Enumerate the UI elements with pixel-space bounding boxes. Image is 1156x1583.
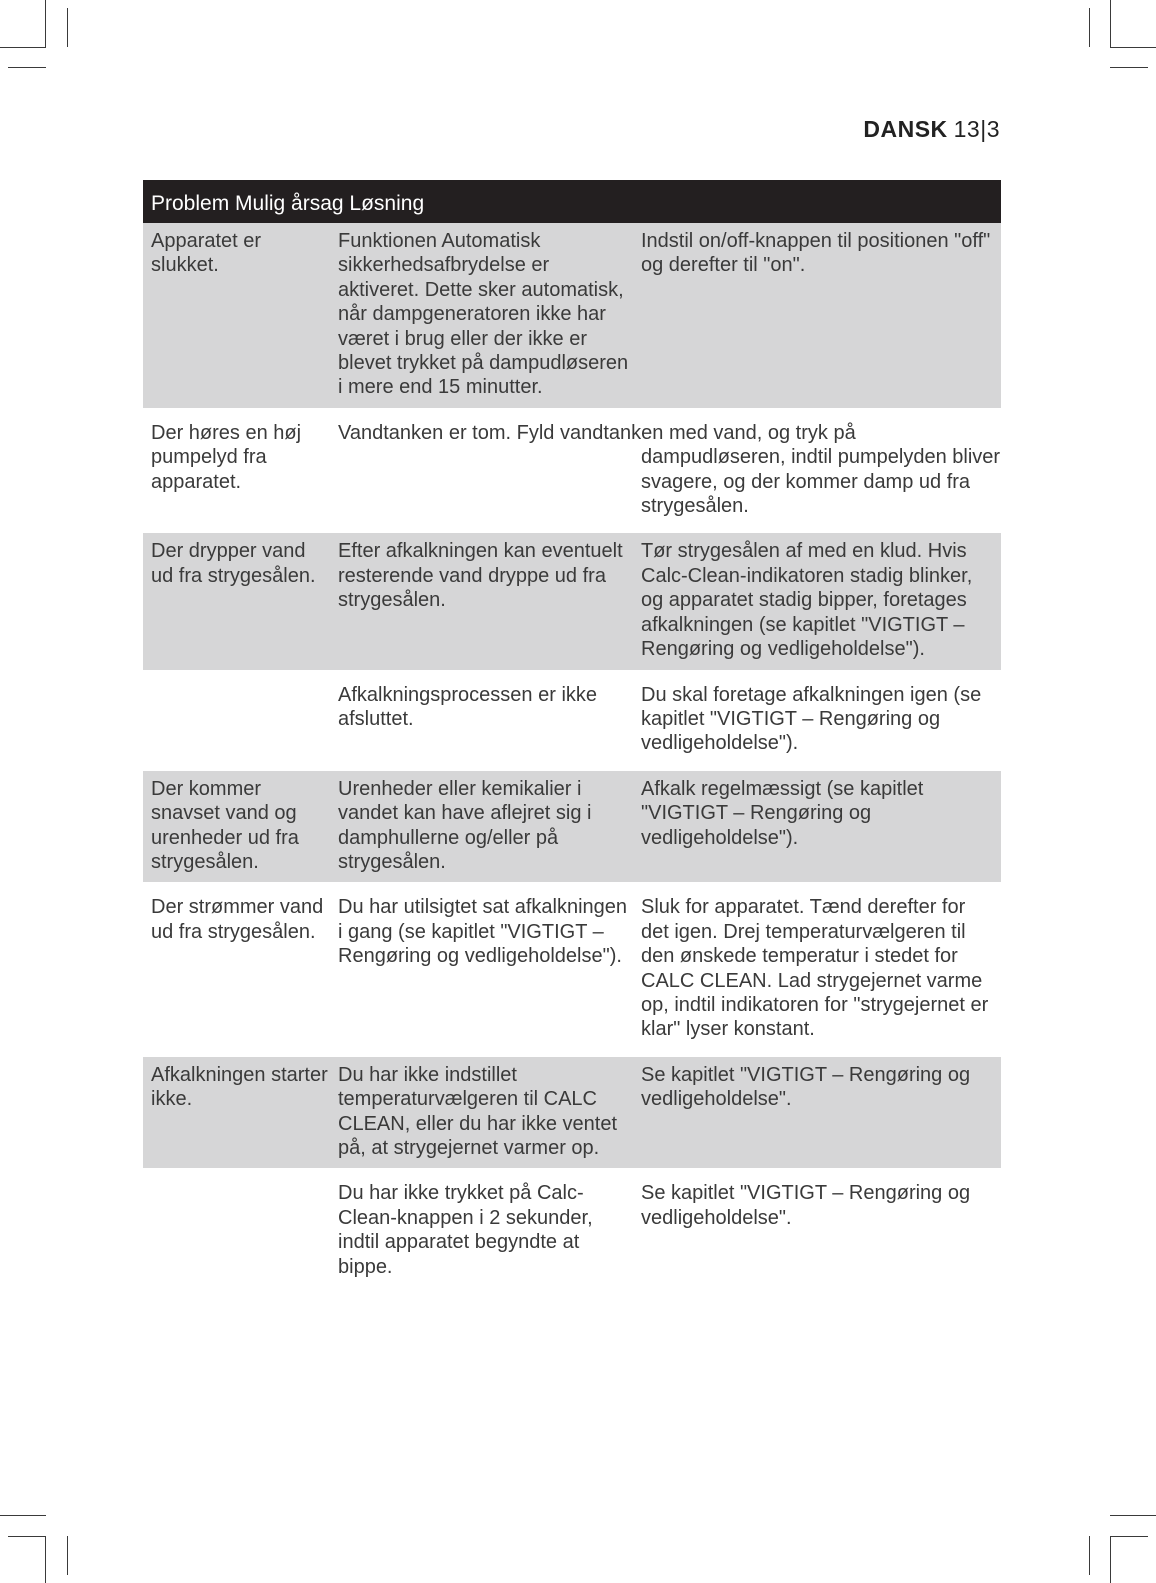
table-row [143,533,1001,669]
crop-mark [1110,1536,1148,1537]
crop-mark [1110,0,1111,47]
crop-mark [1110,67,1148,68]
solution-cell: Afkalk regelmæssigt (se kapitlet "VIGTIGT – Rengøring og vedligeholdelse"). [641,777,924,849]
cause-cell: Funktionen Automatisk sikkerhedsafbrydelse er aktiveret. Dette sker automatisk, når dampgeneratoren ikke har været i brug eller der ikke er blevet trykket på dampudløseren i mere end 15 minutter. [338,230,629,399]
crop-mark [0,1515,46,1516]
table-row [143,1057,1001,1169]
language-label: DANSK [863,116,948,142]
table-header: Problem Mulig årsag Løsning [143,180,1001,223]
problem-cell [143,1175,330,1287]
solution-cell: Tør strygesålen af med en klud. Hvis Calc-Clean-indikatoren stadig blinker, og apparatet stadig bipper, foretages afkalkningen (se kapitlet "VIGTIGT – Rengøring og vedligeholdelse"). [641,540,973,661]
crop-mark [67,8,68,47]
cause-solution-line: dampudløseren, indtil pumpelyden bliver svagere, og der kommer damp ud fra strygesålen. [641,446,1001,518]
problem-cell: Der drypper vand ud fra strygesålen. [151,540,316,587]
page-number: 13|3 [953,116,1000,142]
table-row [143,223,1001,408]
crop-mark [1110,47,1156,48]
cause-cell: Afkalkningsprocessen er ikke afsluttet. [338,683,598,730]
problem-cell: Apparatet er slukket. [151,230,262,277]
crop-mark [8,67,46,68]
solution-cell: Du skal foretage afkalkningen igen (se kapitlet "VIGTIGT – Rengøring og vedligeholdelse"). [641,683,982,755]
table-row [143,415,1001,527]
crop-mark [1089,8,1090,47]
solution-cell: Indstil on/off-knappen til positionen "off" og derefter til "on". [641,230,991,277]
page-header [863,116,1000,143]
table-row [143,1175,1001,1287]
problem-cell: Der høres en høj pumpelyd fra apparatet. [151,421,302,493]
cause-solution-line: Vandtanken er tom. Fyld vandtanken med vand, og tryk på [338,421,856,444]
crop-mark [1089,1536,1090,1575]
solution-cell: Se kapitlet "VIGTIGT – Rengøring og vedligeholdelse". [641,1063,971,1111]
crop-mark [1110,1515,1156,1516]
cause-cell: Efter afkalkningen kan eventuelt resterende vand dryppe ud fra strygesålen. [338,540,623,612]
crop-mark [45,0,46,47]
crop-mark [67,1536,68,1575]
cause-solution-cell [330,415,1001,527]
table-row [143,889,1001,1049]
cause-cell: Du har ikke trykket på Calc-Clean-knappen i 2 sekunder, indtil apparatet begyndte at bippe. [338,1182,593,1278]
cause-cell: Urenheder eller kemikalier i vandet kan have aflejret sig i damphullerne og/eller på strygesålen. [338,777,592,873]
crop-mark [0,47,46,48]
table-row [143,677,1001,764]
table-row [143,771,1001,883]
cause-cell: Du har utilsigtet sat afkalkningen i gang (se kapitlet "VIGTIGT – Rengøring og vedligeholdelse"). [338,896,628,968]
problem-cell [143,677,330,764]
crop-mark [45,1536,46,1583]
problem-cell: Der strømmer vand ud fra strygesålen. [151,896,324,943]
problem-cell: Der kommer snavset vand og urenheder ud fra strygesålen. [151,777,299,873]
troubleshooting-table [143,180,1001,1287]
problem-cell: Afkalkningen starter ikke. [151,1063,328,1111]
crop-mark [1110,1536,1111,1583]
cause-cell: Du har ikke indstillet temperaturvælgeren til CALC CLEAN, eller du har ikke ventet på, at strygejernet varmer op. [338,1063,618,1159]
solution-cell: Sluk for apparatet. Tænd derefter for det igen. Drej temperaturvælgeren til den ønskede temperatur i stedet for CALC CLEAN. Lad strygejernet varme op, indtil indikatoren for "strygejernet er klar" lyser konstant. [641,896,989,1041]
solution-cell: Se kapitlet "VIGTIGT – Rengøring og vedligeholdelse". [641,1182,971,1229]
crop-mark [8,1536,46,1537]
